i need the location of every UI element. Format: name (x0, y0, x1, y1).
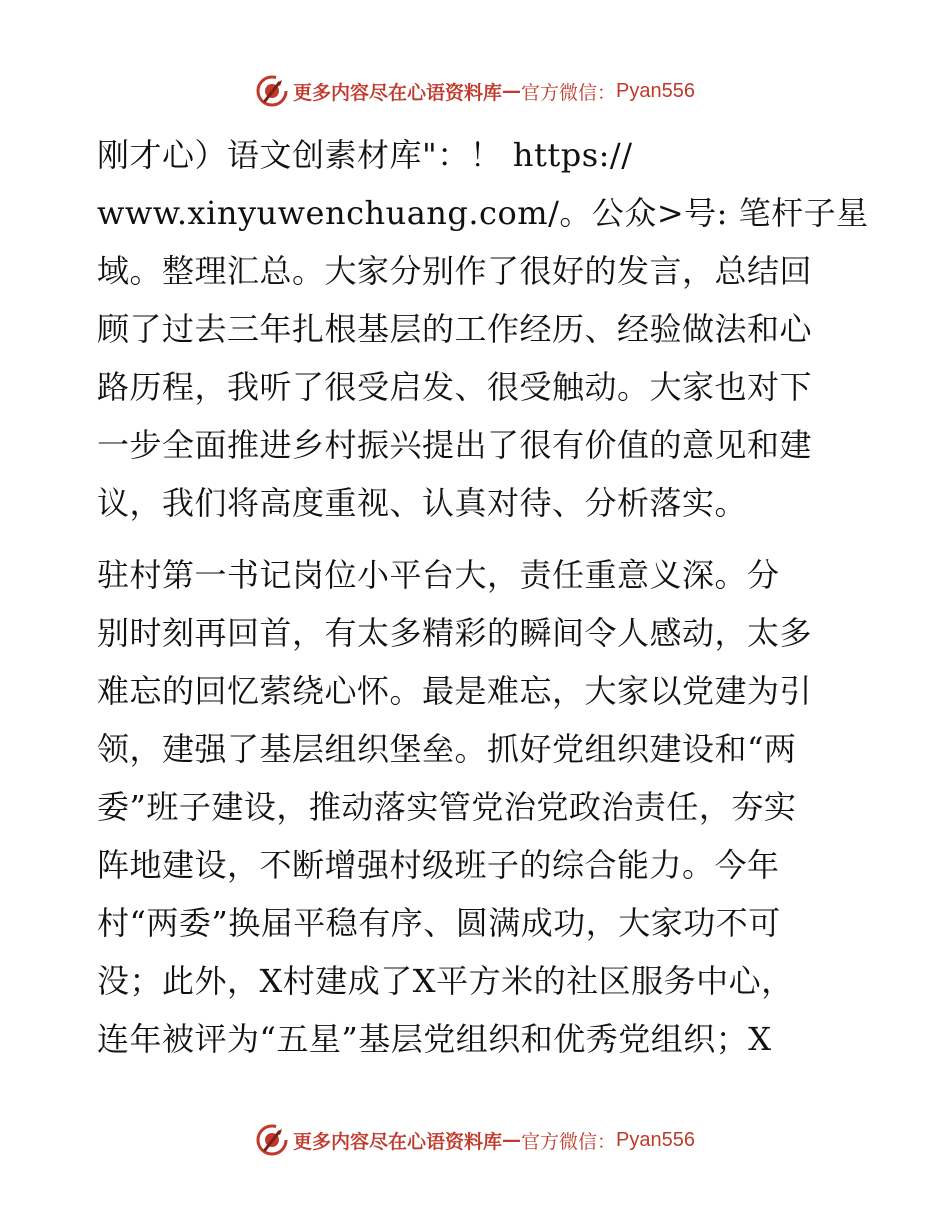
paragraph (97, 546, 857, 1068)
text-line: 阵地建设，不断增强村级班子的综合能力。今年 (97, 846, 780, 884)
banner-wechat-id: Pyan556 (616, 1128, 695, 1151)
text-line: www.xinyuwenchuang.com/。公众>号: 笔杆子星 (97, 194, 869, 232)
header-banner (0, 73, 950, 109)
logo-icon (255, 1123, 289, 1157)
text-line: 刚才心）语文创素材库"：！ https:// (97, 136, 633, 174)
text-line: 别时刻再回首，有太多精彩的瞬间令人感动，太多 (97, 614, 813, 652)
banner-wechat-id: Pyan556 (616, 79, 695, 102)
banner-separator: — (502, 80, 522, 102)
footer-banner (0, 1122, 950, 1158)
text-line: 顾了过去三年扎根基层的工作经历、经验做法和心 (97, 310, 813, 348)
banner-wechat-label: 官方微信： (521, 1130, 617, 1153)
text-line: 路历程，我听了很受启发、很受触动。大家也对下 (97, 368, 813, 406)
text-line: 域。整理汇总。大家分别作了很好的发言，总结回 (97, 252, 813, 290)
logo-icon (255, 74, 289, 108)
text-line: 领，建强了基层组织堡垒。抓好党组织建设和“两 (97, 730, 797, 768)
text-line: 议，我们将高度重视、认真对待、分析落实。 (97, 484, 748, 522)
text-line: 连年被评为“五星”基层党组织和优秀党组织；X (97, 1020, 772, 1058)
banner-wechat-label: 官方微信： (521, 81, 617, 104)
banner-separator: — (502, 1129, 522, 1151)
text-line: 村“两委”换届平稳有序、圆满成功，大家功不可 (97, 904, 781, 942)
text-line: 一步全面推进乡村振兴提出了很有价值的意见和建 (97, 426, 813, 464)
text-line: 驻村第一书记岗位小平台大，责任重意义深。分 (97, 556, 780, 594)
text-line: 没；此外，X村建成了X平方米的社区服务中心， (97, 962, 794, 1000)
banner-brand-text: 更多内容尽在心语资料库 (293, 1130, 503, 1153)
banner-brand-text: 更多内容尽在心语资料库 (293, 81, 503, 104)
paragraph-gap (97, 532, 857, 546)
text-line: 委”班子建设，推动落实管党治党政治责任，夯实 (97, 788, 797, 826)
paragraph (97, 126, 869, 532)
document-body (97, 126, 869, 1068)
text-line: 难忘的回忆萦绕心怀。最是难忘，大家以党建为引 (97, 672, 813, 710)
